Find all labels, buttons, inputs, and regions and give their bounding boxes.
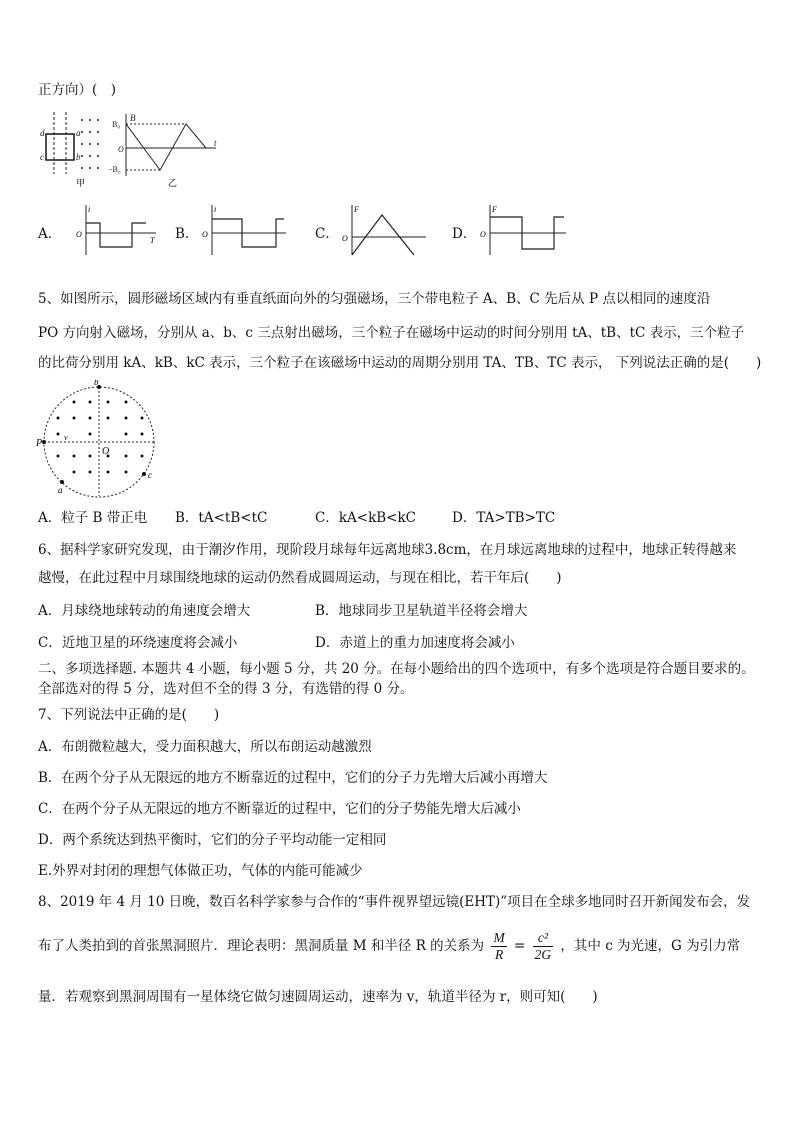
q8-line2-tail: ，其中 c 为光速，G 为引力常 xyxy=(560,938,741,954)
q4-option-d-graph xyxy=(476,203,568,257)
svg-text:d: d xyxy=(40,128,45,138)
q7-option-e: E.外界对封闭的理想气体做正功，气体的内能可能减少 xyxy=(38,863,363,879)
q8-line1: 8、2019 年 4 月 10 日晚，数百名科学家参与合作的“事件视界望远镜(EHT)”项目在全球多地同时召开新闻发布会，发 xyxy=(38,894,751,910)
svg-text:O: O xyxy=(118,145,124,154)
svg-text:i: i xyxy=(88,205,91,214)
q5-line2: PO 方向射入磁场，分别从 a、b、c 三点射出磁场，三个粒子在磁场中运动的时间分别用 tA、tB、tC 表示，三个粒子 xyxy=(38,325,745,341)
q6-option-a: A．月球绕地球转动的角速度会增大 xyxy=(38,603,251,619)
q6-option-c: C．近地卫星的环绕速度将会减小 xyxy=(38,635,238,651)
q5-magnetic-field-figure xyxy=(36,380,166,498)
svg-text:O: O xyxy=(202,230,208,239)
q5-option-c: C．kA<kB<kC xyxy=(315,510,416,526)
q4-fig-yi-label: 乙 xyxy=(168,178,178,188)
q4-option-c-graph xyxy=(338,203,428,257)
q4-option-a-graph xyxy=(72,203,158,257)
svg-text:−B₀: −B₀ xyxy=(108,165,121,174)
svg-text:B: B xyxy=(130,113,136,123)
svg-text:P: P xyxy=(36,438,43,449)
q8-line3: 量．若观察到黑洞周围有一星体绕它做匀速圆周运动，速率为 v，轨道半径为 r，则可知( ) xyxy=(38,989,598,1005)
svg-text:F: F xyxy=(354,205,359,214)
q7-stem: 7、下列说法中正确的是( ) xyxy=(38,707,220,723)
q7-option-b: B．在两个分子从无限远的地方不断靠近的过程中，它们的分子力先增大后减小再增大 xyxy=(38,770,548,786)
q4-option-d-label: D． xyxy=(452,226,477,242)
q4-option-b-label: B． xyxy=(175,226,199,242)
q7-option-c: C．在两个分子从无限远的地方不断靠近的过程中，它们的分子势能先增大后减小 xyxy=(38,801,521,817)
svg-text:a: a xyxy=(58,485,63,495)
svg-text:F: F xyxy=(492,205,497,214)
q4-figure xyxy=(38,112,228,190)
section2-line2: 全部选对的得 5 分，选对但不全的得 3 分，有选错的得 0 分。 xyxy=(38,681,414,697)
q8-fraction-left xyxy=(491,930,506,963)
q6-option-b: B．地球同步卫星轨道半径将会增大 xyxy=(315,603,528,619)
q7-option-a: A．布朗微粒越大，受力面积越大，所以布朗运动越激烈 xyxy=(38,739,372,755)
q4-stem-tail: 正方向）( ) xyxy=(38,82,117,98)
q8-frac-right-den: 2G xyxy=(534,947,552,962)
svg-text:c: c xyxy=(40,152,44,162)
q8-frac-left-den: R xyxy=(494,947,504,962)
q8-frac-right-num: c² xyxy=(533,930,554,947)
q4-option-b-graph xyxy=(198,203,288,257)
q4-fig-jia-label: 甲 xyxy=(76,178,86,188)
svg-text:t: t xyxy=(214,138,217,148)
q8-equals: = xyxy=(514,938,526,954)
q4-option-c-label: C． xyxy=(315,226,339,242)
q4-option-a-label: A． xyxy=(38,226,62,242)
q6-line2: 越慢，在此过程中月球围绕地球的运动仍然看成圆周运动，与现在相比，若干年后( ) xyxy=(38,570,562,586)
svg-text:b: b xyxy=(94,380,99,387)
q8-line2-text: 布了人类拍到的首张黑洞照片．理论表明：黑洞质量 M 和半径 R 的关系为 xyxy=(38,938,485,954)
q6-option-d: D．赤道上的重力加速度将会减小 xyxy=(315,635,515,651)
q5-option-a: A．粒子 B 带正电 xyxy=(38,510,148,526)
q8-line2 xyxy=(38,926,740,966)
svg-text:O: O xyxy=(480,230,486,239)
q8-frac-left-num: M xyxy=(493,930,505,945)
q4-fig-jia xyxy=(40,112,81,174)
svg-text:T: T xyxy=(150,236,155,245)
svg-text:O: O xyxy=(76,230,82,239)
svg-text:a: a xyxy=(76,128,81,138)
q5-option-d: D．TA>TB>TC xyxy=(452,510,556,526)
svg-text:c: c xyxy=(148,470,152,480)
q4-fig-yi xyxy=(108,113,217,176)
q5-option-b: B．tA<tB<tC xyxy=(175,510,268,526)
section2-line1: 二、多项选择题. 本题共 4 小题，每小题 5 分，共 20 分。在每小题给出的四个选项中，有多个选项是符合题目要求的。 xyxy=(38,661,755,677)
q5-line3: 的比荷分别用 kA、kB、kC 表示，三个粒子在该磁场中运动的周期分别用 TA、TB、TC 表示， 下列说法正确的是( ) xyxy=(38,355,762,371)
svg-text:B₀: B₀ xyxy=(112,120,121,129)
q6-line1: 6、据科学家研究发现，由于潮汐作用，现阶段月球每年远离地球3.8cm，在月球远离地球的过程中，地球正转得越来 xyxy=(38,542,737,558)
q8-fraction-right xyxy=(533,930,554,963)
svg-text:v: v xyxy=(64,433,68,442)
svg-text:i: i xyxy=(214,205,217,214)
q5-line1: 5、如图所示，圆形磁场区域内有垂直纸面向外的匀强磁场，三个带电粒子 A、B、C 先后从 P 点以相同的速度沿 xyxy=(38,291,711,307)
q7-option-d: D．两个系统达到热平衡时，它们的分子平均动能一定相同 xyxy=(38,832,387,848)
svg-text:b: b xyxy=(76,152,81,162)
svg-text:O: O xyxy=(102,446,110,457)
svg-text:O: O xyxy=(342,234,348,243)
